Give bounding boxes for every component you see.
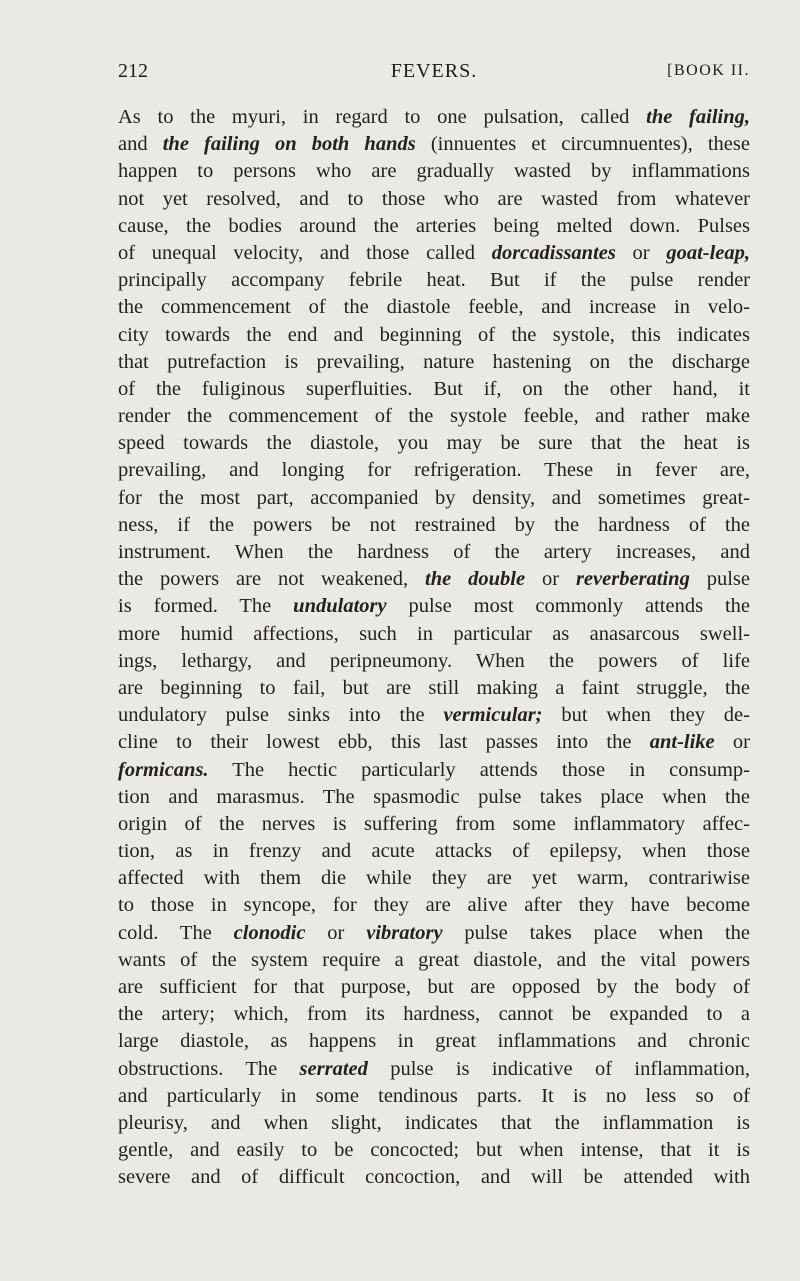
text-run: or bbox=[525, 568, 576, 591]
text-line bbox=[118, 1137, 750, 1164]
text-line bbox=[118, 485, 750, 512]
text-line bbox=[118, 729, 750, 756]
text-run: affected with them die while they are yet warm, contrariwise bbox=[118, 867, 750, 890]
text-run: (innuentes et circumnuentes), these bbox=[415, 133, 750, 156]
italic-term: formicans. bbox=[118, 758, 209, 781]
book-reference: [BOOK II. bbox=[667, 62, 750, 79]
text-run: or bbox=[714, 731, 750, 754]
text-run: cline to their lowest ebb, this last passes into the bbox=[118, 731, 650, 754]
text-run: obstructions. The bbox=[118, 1057, 300, 1080]
text-run: more humid affections, such in particular as anasarcous swell- bbox=[118, 622, 750, 645]
text-run: but when they de- bbox=[542, 704, 750, 727]
text-run: principally accompany febrile heat. But if the pulse render bbox=[118, 269, 750, 292]
italic-term: dorcadissantes bbox=[491, 241, 616, 264]
text-line bbox=[118, 675, 750, 702]
text-line bbox=[118, 920, 750, 947]
italic-term: clonodic bbox=[233, 921, 306, 944]
text-run: pulse takes place when the bbox=[442, 921, 750, 944]
text-line bbox=[118, 1164, 750, 1191]
text-line bbox=[118, 186, 750, 213]
text-run: are beginning to fail, but are still making a faint struggle, the bbox=[118, 676, 750, 699]
italic-term: vermicular; bbox=[443, 704, 543, 727]
text-line bbox=[118, 947, 750, 974]
text-run: pleurisy, and when slight, indicates that the inflammation is bbox=[118, 1111, 750, 1134]
text-line bbox=[118, 213, 750, 240]
text-run: instrument. When the hardness of the artery increases, and bbox=[118, 541, 750, 563]
text-line bbox=[118, 349, 750, 376]
text-line bbox=[118, 512, 750, 539]
text-line bbox=[118, 539, 750, 566]
text-line bbox=[118, 974, 750, 1001]
text-run: pulse bbox=[689, 568, 750, 591]
italic-term: undulatory bbox=[293, 595, 387, 618]
text-line bbox=[118, 838, 750, 865]
text-run: gentle, and easily to be concocted; but when intense, that it is bbox=[118, 1139, 750, 1162]
italic-term: goat-leap, bbox=[666, 241, 751, 264]
text-run: the commencement of the diastole feeble, and increase in velo- bbox=[118, 296, 750, 319]
text-run: undulatory pulse sinks into the bbox=[118, 704, 444, 727]
text-run: for the most part, accompanied by density, and sometimes great- bbox=[118, 486, 750, 509]
text-run: speed towards the diastole, you may be sure that the heat is bbox=[118, 432, 750, 455]
text-line bbox=[118, 811, 750, 838]
text-run: the powers are not weakened, bbox=[118, 568, 426, 591]
text-line bbox=[118, 593, 750, 620]
text-run: wants of the system require a great diastole, and the vital powers bbox=[118, 948, 750, 971]
text-run: city towards the end and beginning of the systole, this indicates bbox=[118, 323, 750, 346]
text-line bbox=[118, 457, 750, 484]
text-line bbox=[118, 294, 750, 321]
text-run: As to the myuri, in regard to one pulsation, called bbox=[118, 106, 647, 128]
text-run: large diastole, as happens in great inflammations and chronic bbox=[118, 1030, 750, 1053]
text-run: and particularly in some tendinous parts. It is no less so of bbox=[118, 1084, 750, 1107]
text-run: cold. The bbox=[118, 921, 234, 944]
text-run: render the commencement of the systole feeble, and rather make bbox=[118, 405, 750, 428]
text-run: ness, if the powers be not restrained by the hardness of the bbox=[118, 513, 750, 536]
text-run: pulse is indicative of inflammation, bbox=[367, 1057, 750, 1080]
text-run: or bbox=[305, 921, 367, 944]
italic-term: the failing, bbox=[646, 106, 750, 128]
text-line bbox=[118, 403, 750, 430]
running-title: FEVERS. bbox=[390, 60, 478, 82]
text-run: origin of the nerves is suffering from some inflammatory affec- bbox=[118, 812, 750, 835]
italic-term: the double bbox=[425, 568, 526, 591]
text-run: pulse most commonly attends the bbox=[386, 595, 750, 618]
text-line bbox=[118, 1083, 750, 1110]
italic-term: serrated bbox=[299, 1057, 368, 1080]
text-run: tion and marasmus. The spasmodic pulse takes place when the bbox=[118, 785, 750, 808]
text-run: not yet resolved, and to those who are wasted from whatever bbox=[118, 187, 750, 210]
text-run: The hectic particularly attends those in consump- bbox=[208, 758, 750, 781]
text-run: are sufficient for that purpose, but are opposed by the body of bbox=[118, 976, 750, 998]
text-run: prevailing, and longing for refrigeration. These in fever are, bbox=[118, 459, 750, 482]
text-run: is formed. The bbox=[118, 595, 294, 618]
text-run: cause, the bodies around the arteries being melted down. Pulses bbox=[118, 214, 750, 237]
text-line bbox=[118, 566, 750, 593]
text-line bbox=[118, 267, 750, 294]
italic-term: reverberating bbox=[575, 568, 690, 591]
running-head bbox=[118, 58, 750, 92]
text-run: happen to persons who are gradually wasted by inflammations bbox=[118, 160, 750, 183]
text-run: the artery; which, from its hardness, cannot be expanded to a bbox=[118, 1003, 750, 1026]
body-text bbox=[118, 104, 750, 1192]
text-line bbox=[118, 621, 750, 648]
page-number: 212 bbox=[118, 60, 148, 82]
text-line bbox=[118, 757, 750, 784]
text-line bbox=[118, 240, 750, 267]
text-line bbox=[118, 131, 750, 158]
text-run: to those in syncope, for they are alive after they have become bbox=[118, 894, 750, 917]
text-line bbox=[118, 430, 750, 457]
text-run: of the fuliginous superfluities. But if, on the other hand, it bbox=[118, 377, 750, 400]
text-run: or bbox=[615, 241, 667, 264]
text-line bbox=[118, 865, 750, 892]
text-line bbox=[118, 1028, 750, 1055]
text-line bbox=[118, 1110, 750, 1137]
text-run: severe and of difficult concoction, and will be attended with bbox=[118, 1166, 750, 1189]
text-line bbox=[118, 648, 750, 675]
text-run: tion, as in frenzy and acute attacks of epilepsy, when those bbox=[118, 840, 750, 863]
italic-term: the failing on both hands bbox=[162, 133, 416, 156]
italic-term: vibratory bbox=[366, 921, 443, 944]
text-line bbox=[118, 892, 750, 919]
text-run: ings, lethargy, and peripneumony. When the powers of life bbox=[118, 649, 750, 672]
text-line bbox=[118, 376, 750, 403]
text-line bbox=[118, 1056, 750, 1083]
italic-term: ant-like bbox=[649, 731, 715, 754]
text-line bbox=[118, 1001, 750, 1028]
text-line bbox=[118, 322, 750, 349]
text-run: of unequal velocity, and those called bbox=[118, 241, 492, 264]
text-line bbox=[118, 158, 750, 185]
text-line bbox=[118, 784, 750, 811]
text-line bbox=[118, 702, 750, 729]
text-run: and bbox=[118, 133, 163, 156]
text-line bbox=[118, 104, 750, 131]
text-run: that putrefaction is prevailing, nature hastening on the discharge bbox=[118, 350, 750, 373]
